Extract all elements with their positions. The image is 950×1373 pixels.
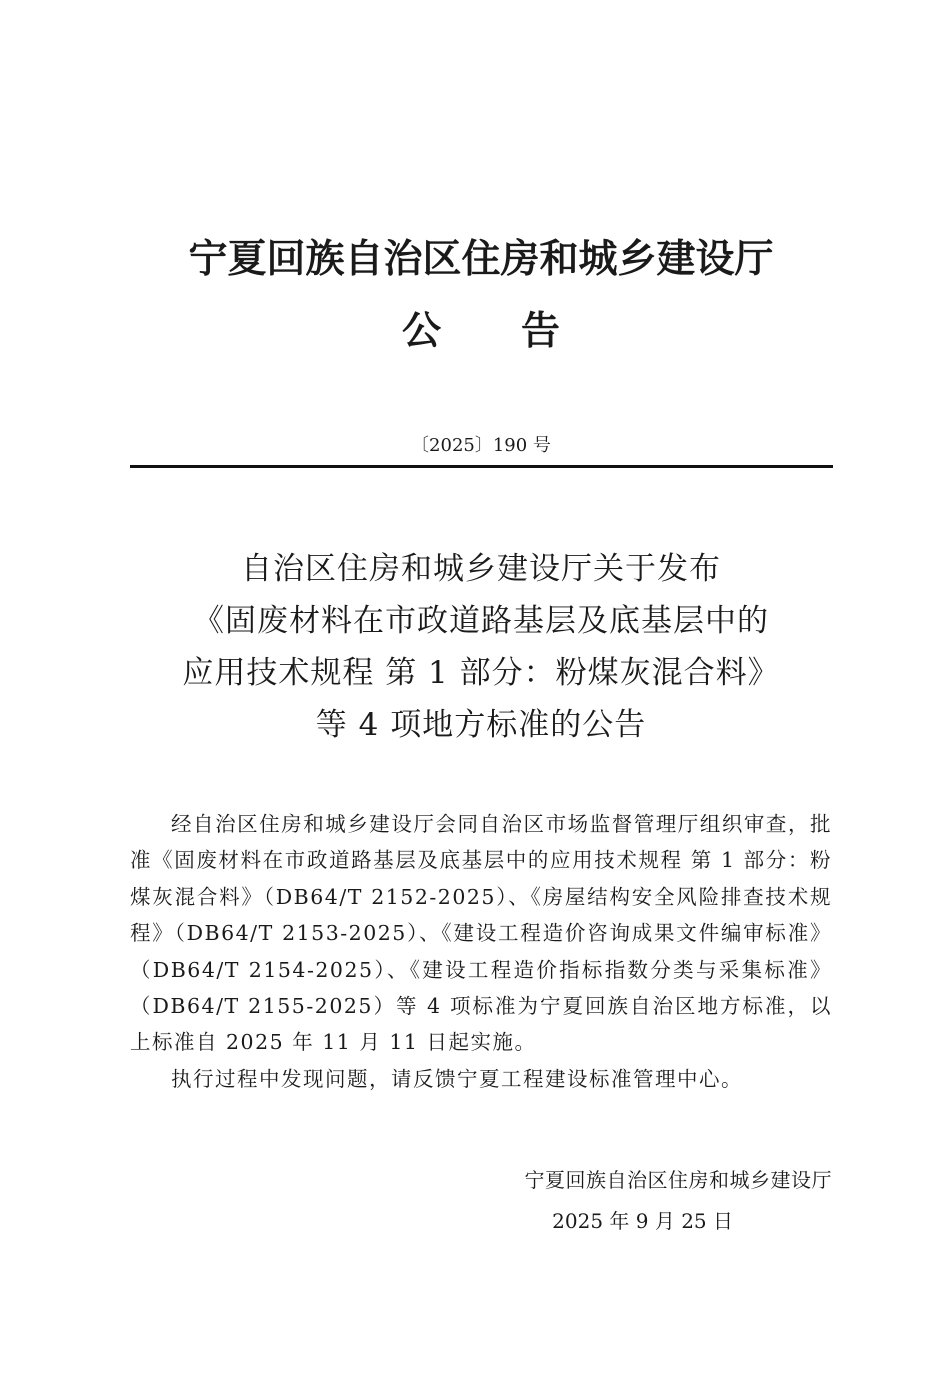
subject-line: 等 4 项地方标准的公告 bbox=[315, 707, 647, 743]
header-divider-line bbox=[130, 465, 833, 468]
subject-line: 应用技术规程 第 1 部分：粉煤灰混合料》 bbox=[182, 655, 780, 691]
issue-date: 2025 年 9 月 25 日 bbox=[552, 1209, 733, 1233]
issuing-organization-title: 宁夏回族自治区住房和城乡建设厅 bbox=[188, 237, 774, 282]
body-paragraph: 执行过程中发现问题，请反馈宁夏工程建设标准管理中心。 bbox=[171, 1066, 743, 1091]
announcement-subject bbox=[130, 543, 832, 751]
subject-line: 《固废材料在市政道路基层及底基层中的 bbox=[193, 603, 769, 639]
signature-organization: 宁夏回族自治区住房和城乡建设厅 bbox=[524, 1168, 832, 1192]
document-number: 〔2025〕190 号 bbox=[411, 435, 551, 456]
body-paragraph: 经自治区住房和城乡建设厅会同自治区市场监督管理厅组织审查，批准《固废材料在市政道路基层及底基层中的应用技术规程 第 1 部分：粉煤灰混合料》（DB64/T 2152-2025）、《房屋结构安全风险排查技术规程》（DB64/T 2153-2025）、《建设工程造价咨询成果文件编审标准》（DB64/T 2154-2025）、《建设工程造价指标指数分类与采集标准》（DB64/T 2155-2025）等 4 项标准为宁夏回族自治区地方标准，以上标准自 2025 年 11 月 11 日起实施。 bbox=[130, 812, 832, 1055]
subject-line: 自治区住房和城乡建设厅关于发布 bbox=[241, 551, 721, 587]
announcement-body bbox=[130, 806, 832, 1097]
document-type-heading: 公告 bbox=[401, 309, 640, 354]
